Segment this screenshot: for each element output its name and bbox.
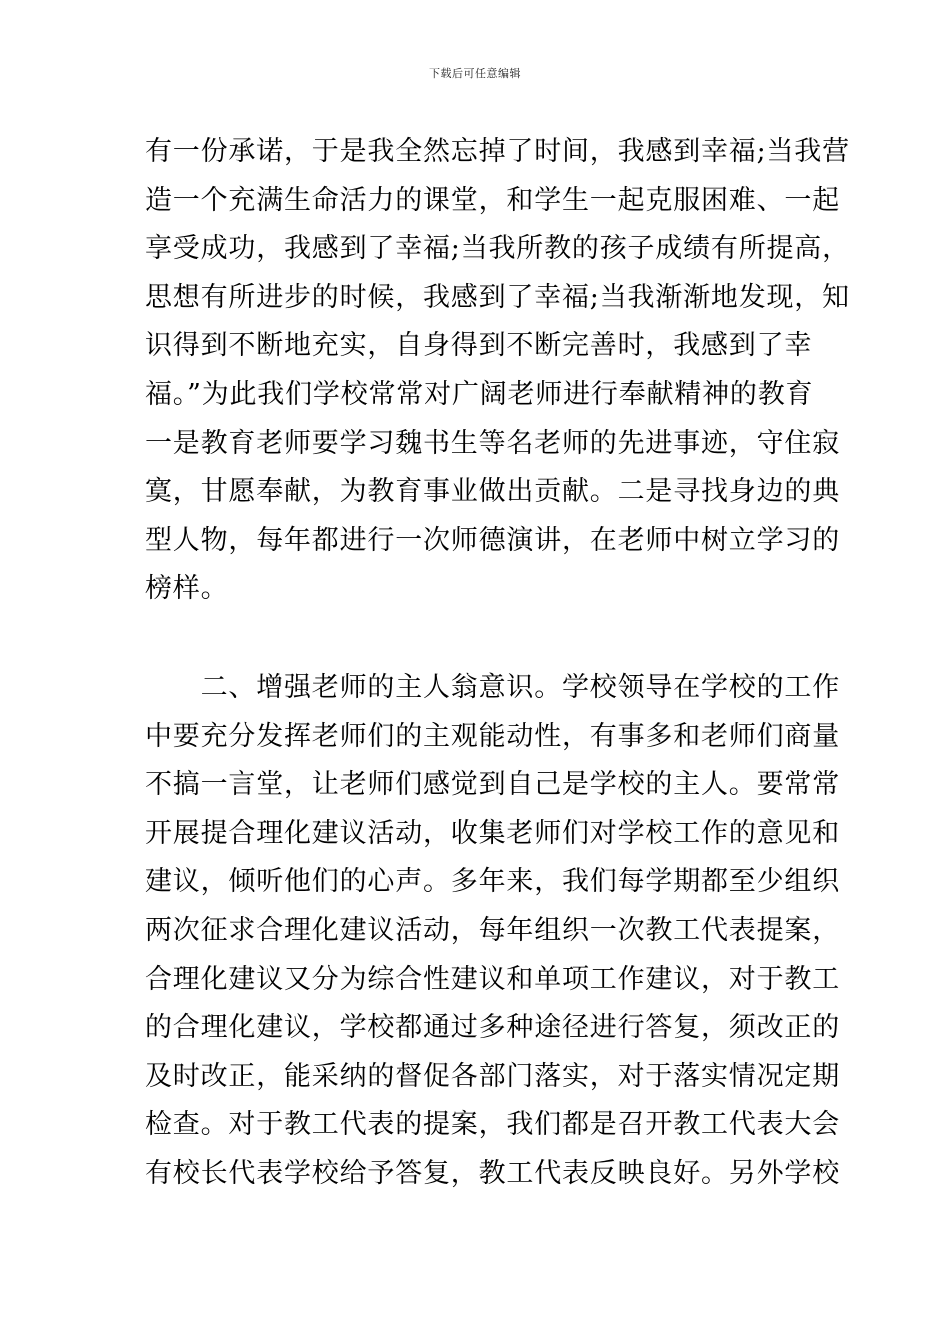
text-line: 合理化建议又分为综合性建议和单项工作建议，对于教工 (145, 963, 840, 995)
text-line: 榜样。 (145, 573, 229, 605)
text-line: 的合理化建议，学校都通过多种途径进行答复，须改正的 (145, 1012, 840, 1044)
document-body (145, 128, 850, 1198)
text-line: 开展提合理化建议活动，收集老师们对学校工作的意见和 (145, 817, 840, 849)
text-line: 及时改正，能采纳的督促各部门落实，对于落实情况定期 (145, 1060, 840, 1092)
paragraph-2 (145, 664, 840, 1199)
page-header: 下载后可任意编辑 (429, 67, 521, 80)
text-line: 福。”为此我们学校常常对广阔老师进行奉献精神的教育 (145, 378, 814, 410)
text-line: 寞，甘愿奉献，为教育事业做出贡献。二是寻找身边的典 (145, 476, 840, 508)
text-line: 造一个充满生命活力的课堂，和学生一起克服困难、一起 (145, 184, 840, 216)
text-line: 一是教育老师要学习魏书生等名老师的先进事迹，守住寂 (145, 427, 840, 459)
text-line: 有校长代表学校给予答复，教工代表反映良好。另外学校 (145, 1157, 840, 1189)
paragraph-1 (145, 128, 850, 614)
text-line: 不搞一言堂，让老师们感觉到自己是学校的主人。要常常 (145, 769, 840, 801)
text-line: 思想有所进步的时候，我感到了幸福;当我渐渐地发现，知 (145, 281, 850, 313)
text-line: 识得到不断地充实，自身得到不断完善时，我感到了幸 (145, 330, 813, 362)
text-line: 型人物，每年都进行一次师德演讲，在老师中树立学习的 (145, 524, 840, 556)
text-line: 两次征求合理化建议活动，每年组织一次教工代表提案， (145, 914, 840, 946)
text-line: 检查。对于教工代表的提案，我们都是召开教工代表大会 (145, 1109, 840, 1141)
text-line: 中要充分发挥老师们的主观能动性，有事多和老师们商量 (145, 720, 840, 752)
text-line: 建议，倾听他们的心声。多年来，我们每学期都至少组织 (145, 866, 840, 898)
text-line: 享受成功，我感到了幸福;当我所教的孩子成绩有所提高， (145, 233, 850, 265)
paragraph-spacer (145, 614, 810, 664)
text-line: 二、增强老师的主人翁意识。学校领导在学校的工作 (145, 671, 840, 703)
text-line: 有一份承诺，于是我全然忘掉了时间，我感到幸福;当我营 (145, 136, 850, 167)
